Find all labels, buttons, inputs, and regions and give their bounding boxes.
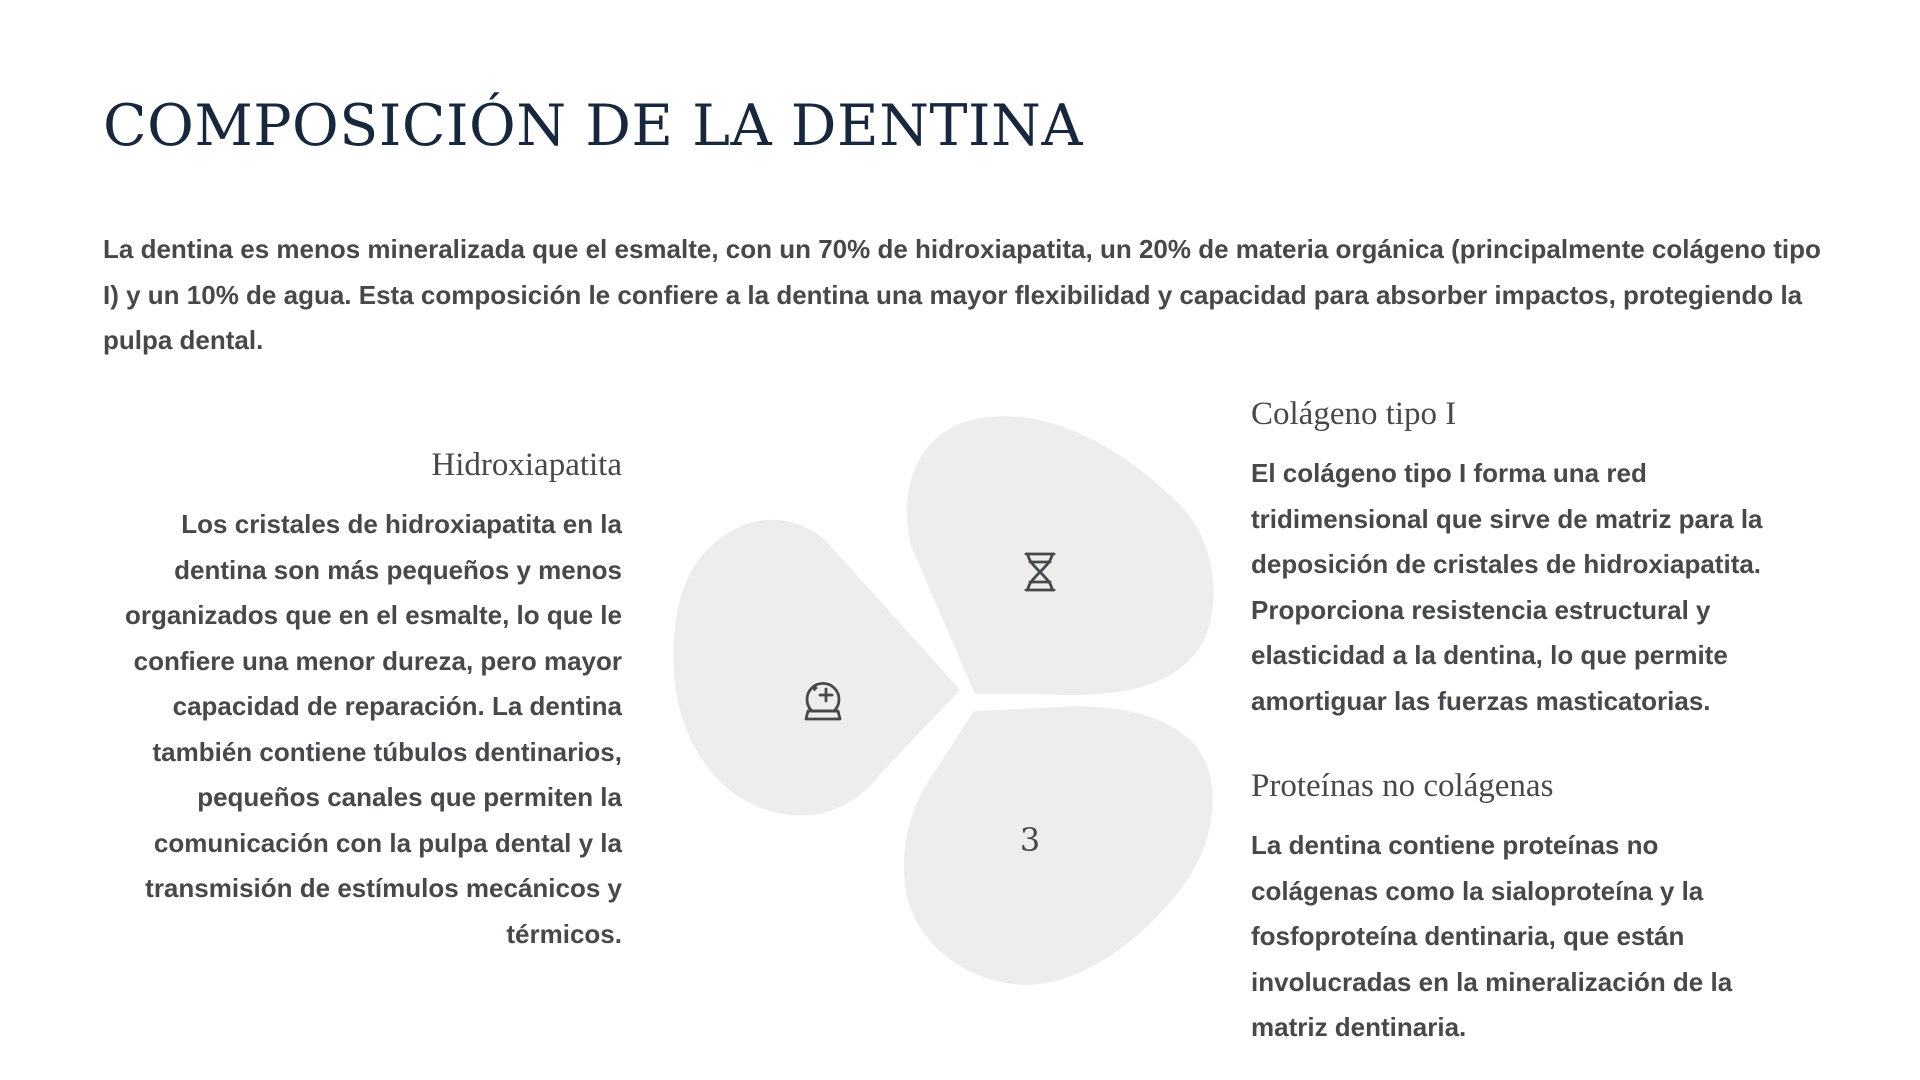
petal-top-right — [907, 416, 1214, 695]
section-body: El colágeno tipo I forma una red tridimensional que sirve de matriz para la deposición de cristales de hidroxiapatita. Proporciona resistencia estructural y elasticidad a la dentina, lo que permite amortiguar las fuerzas masticatorias. — [1251, 458, 1763, 716]
section-hidroxiapatita — [120, 443, 622, 957]
petal-diagram — [660, 400, 1220, 1000]
page-title: COMPOSICIÓN DE LA DENTINA — [103, 93, 1084, 159]
section-heading: Hidroxiapatita — [431, 447, 622, 483]
section-colageno — [1251, 392, 1791, 724]
petal-number-label: 3 — [1019, 821, 1041, 859]
petal-bottom-right — [904, 706, 1213, 985]
intro-paragraph: La dentina es menos mineralizada que el esmalte, con un 70% de hidroxiapatita, un 20% de materia orgánica (principalmente colágeno tipo I) y un 10% de agua. Esta composición le confiere a la dentina una mayor flexibilidad y capacidad para absorber impactos, protegiendo la pulpa dental. — [103, 234, 1821, 355]
section-body: La dentina contiene proteínas no colágenas como la sialoproteína y la fosfoproteína dentinaria, que están involucradas en la mineralización de la matriz dentinaria. — [1251, 830, 1733, 1042]
section-proteinas — [1251, 764, 1791, 1051]
section-heading: Proteínas no colágenas — [1251, 768, 1554, 804]
petal-left — [674, 520, 960, 816]
section-heading: Colágeno tipo I — [1251, 396, 1457, 432]
section-body: Los cristales de hidroxiapatita en la dentina son más pequeños y menos organizados que en el esmalte, lo que le confiere una menor dureza, pero mayor capacidad de reparación. La dentina también contiene túbulos dentinarios, pequeños canales que permiten la comunicación con la pulpa dental y la transmisión de estímulos mecánicos y térmicos. — [124, 509, 622, 949]
